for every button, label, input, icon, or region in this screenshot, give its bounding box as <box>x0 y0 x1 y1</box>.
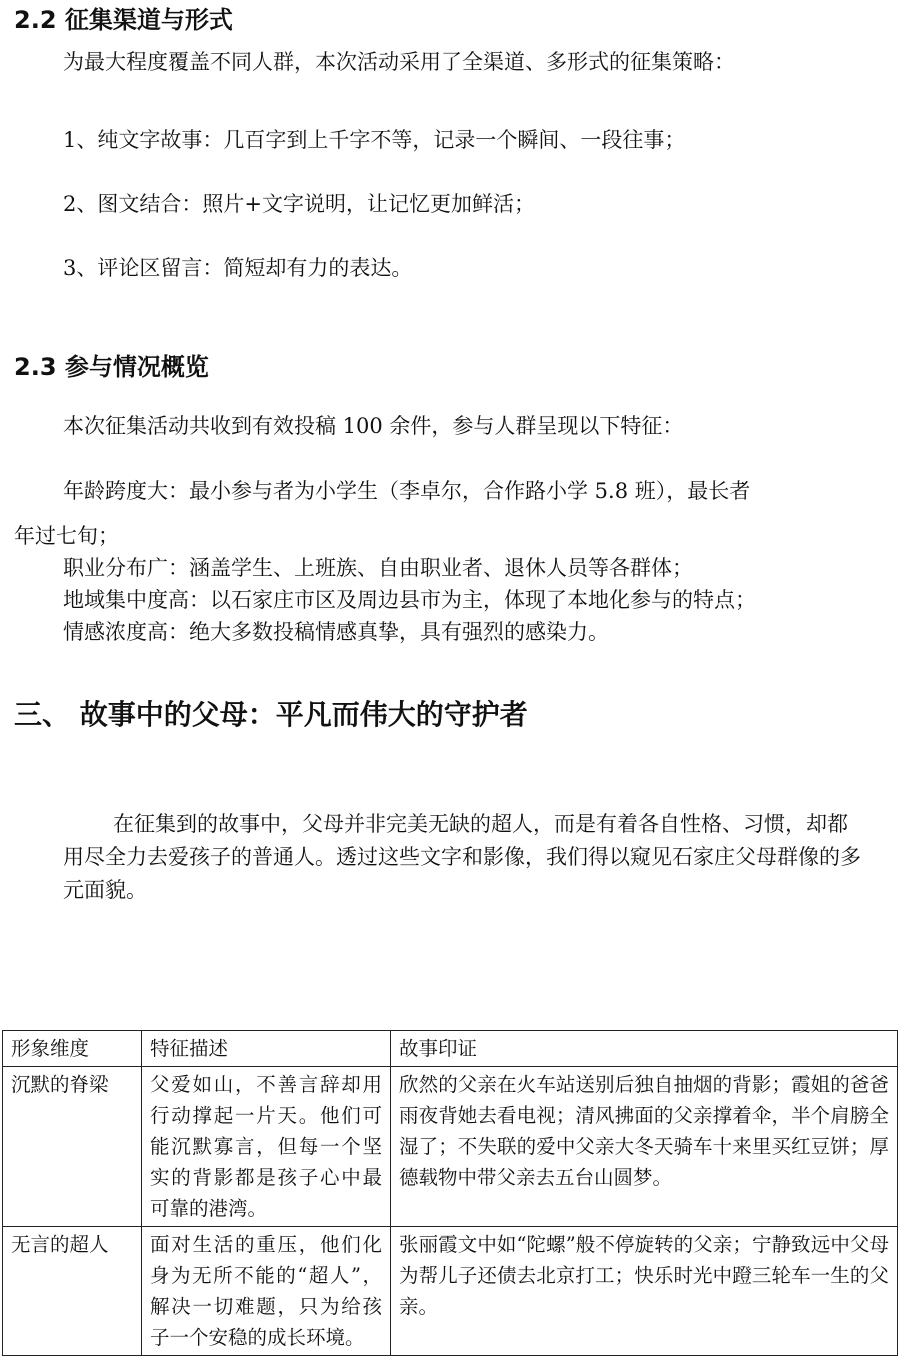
chapter-heading-3: 三、 故事中的父母：平凡而伟大的守护者 <box>14 698 528 731</box>
dimension-cell: 无言的超人 <box>3 1227 142 1356</box>
table-header-cell: 特征描述 <box>142 1031 391 1067</box>
table-row <box>3 1067 898 1227</box>
age-span-line: 年龄跨度大：最小参与者为小学生（李卓尔，合作路小学 5.8 班），最长者 <box>63 479 751 503</box>
dimension-cell: 沉默的脊梁 <box>3 1067 142 1227</box>
evidence-cell: 张丽霞文中如“陀螺”般不停旋转的父亲；宁静致远中父母为帮儿子还债去北京打工；快乐时光中蹬三轮车一生的父亲。 <box>391 1227 898 1356</box>
section-heading-2-3: 2.3 参与情况概览 <box>14 353 209 381</box>
job-distribution-line: 职业分布广：涵盖学生、上班族、自由职业者、退休人员等各群体； <box>63 556 693 580</box>
participation-intro: 本次征集活动共收到有效投稿 100 余件，参与人群呈现以下特征： <box>63 414 684 438</box>
table-header-cell: 故事印证 <box>391 1031 898 1067</box>
section-heading-2-2: 2.2 征集渠道与形式 <box>14 6 233 34</box>
chapter-intro-paragraph: 在征集到的故事中，父母并非完美无缺的超人，而是有着各自性格、习惯，却都用尽全力去爱孩子的普通人。透过这些文字和影像，我们得以窥见石家庄父母群像的多元面貌。 <box>63 812 861 902</box>
description-cell: 父爱如山，不善言辞却用行动撑起一片天。他们可能沉默寡言，但每一个坚实的背影都是孩子心中最可靠的港湾。 <box>142 1067 391 1227</box>
channels-intro: 为最大程度覆盖不同人群，本次活动采用了全渠道、多形式的征集策略： <box>63 50 735 74</box>
list-item: 1、纯文字故事：几百字到上千字不等，记录一个瞬间、一段往事； <box>63 128 686 152</box>
region-line: 地域集中度高：以石家庄市区及周边县市为主，体现了本地化参与的特点； <box>63 588 756 612</box>
age-span-line-cont: 年过七旬； <box>14 524 119 548</box>
emotion-line: 情感浓度高：绝大多数投稿情感真挚，具有强烈的感染力。 <box>63 620 609 644</box>
description-cell: 面对生活的重压，他们化身为无所不能的“超人”，解决一切难题，只为给孩子一个安稳的成长环境。 <box>142 1227 391 1356</box>
parent-image-table <box>2 1030 898 1356</box>
list-item: 3、评论区留言：简短却有力的表达。 <box>63 256 413 280</box>
list-item: 2、图文结合：照片+文字说明，让记忆更加鲜活； <box>63 192 535 216</box>
evidence-cell: 欣然的父亲在火车站送别后独自抽烟的背影；霞姐的爸爸雨夜背她去看电视；清风拂面的父亲撑着伞，半个肩膀全湿了；不失联的爱中父亲大冬天骑车十来里买红豆饼；厚德载物中带父亲去五台山圆梦。 <box>391 1067 898 1227</box>
table-header-cell: 形象维度 <box>3 1031 142 1067</box>
table-row <box>3 1227 898 1356</box>
table-header-row <box>3 1031 898 1067</box>
